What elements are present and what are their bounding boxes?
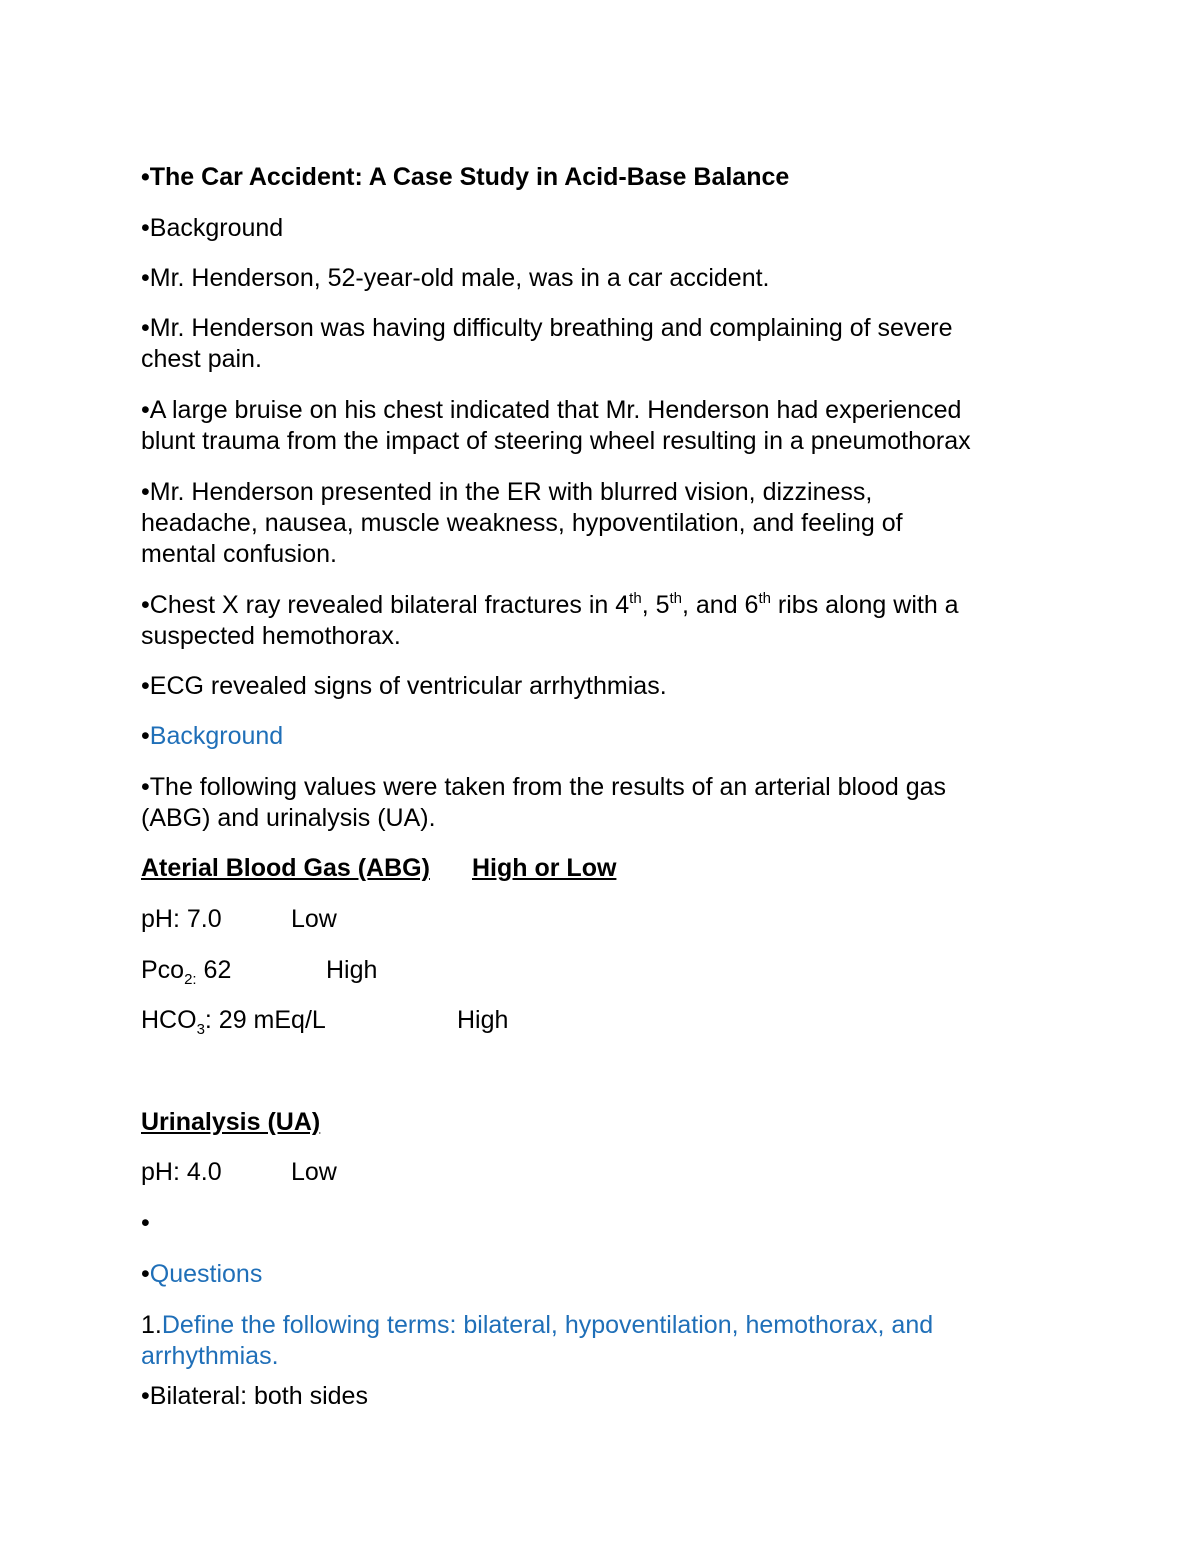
empty-bullet: •: [141, 1209, 150, 1237]
abg-row-ph: pH: 7.0: [141, 905, 222, 933]
paragraph-symptoms-line2: headache, nausea, muscle weakness, hypoventilation, and feeling of: [141, 509, 903, 537]
answer-bilateral: •Bilateral: both sides: [141, 1382, 368, 1410]
abg-heading-high-low: High or Low: [472, 854, 617, 882]
abg-row-pco2-result: High: [326, 956, 378, 984]
paragraph-bruise-line1: •A large bruise on his chest indicated that Mr. Henderson had experienced: [141, 396, 962, 424]
ua-row-ph-result: Low: [291, 1158, 337, 1186]
background-heading: •Background: [141, 214, 284, 242]
paragraph-breathing-line1: •Mr. Henderson was having difficulty breathing and complaining of severe: [141, 314, 953, 342]
document-title: •The Car Accident: A Case Study in Acid-Base Balance: [141, 163, 790, 191]
paragraph-xray-line1: •Chest X ray revealed bilateral fractures in 4th, 5th, and 6th ribs along with a: [141, 590, 959, 619]
abg-row-ph-result: Low: [291, 905, 337, 933]
paragraph-values-line2: (ABG) and urinalysis (UA).: [141, 804, 436, 832]
paragraph-ecg: •ECG revealed signs of ventricular arrhythmias.: [141, 672, 667, 700]
paragraph-bruise-line2: blunt trauma from the impact of steering wheel resulting in a pneumothorax: [141, 427, 971, 455]
ua-heading: Urinalysis (UA): [141, 1108, 321, 1136]
abg-row-pco2: Pco$_{2:}$ 62: [141, 956, 232, 988]
question-1-line1: 1.Define the following terms: bilateral, hypoventilation, hemothorax, and: [141, 1311, 934, 1339]
paragraph-symptoms-line3: mental confusion.: [141, 540, 337, 568]
question-1-line2: arrhythmias.: [141, 1342, 279, 1370]
background-heading-blue: •Background: [141, 722, 284, 750]
abg-row-hco3-result: High: [457, 1006, 509, 1034]
questions-heading: •Questions: [141, 1260, 263, 1288]
paragraph-symptoms-line1: •Mr. Henderson presented in the ER with blurred vision, dizziness,: [141, 478, 873, 506]
abg-heading: Aterial Blood Gas (ABG): [141, 854, 430, 882]
paragraph-breathing-line2: chest pain.: [141, 345, 262, 373]
paragraph-values-line1: •The following values were taken from the results of an arterial blood gas: [141, 773, 947, 801]
abg-row-hco3: $HCO_3$: 29 mEq/L: [141, 1006, 326, 1038]
paragraph-xray-line2: suspected hemothorax.: [141, 622, 401, 650]
paragraph-patient: •Mr. Henderson, 52-year-old male, was in a car accident.: [141, 264, 770, 292]
ua-row-ph: pH: 4.0: [141, 1158, 222, 1186]
